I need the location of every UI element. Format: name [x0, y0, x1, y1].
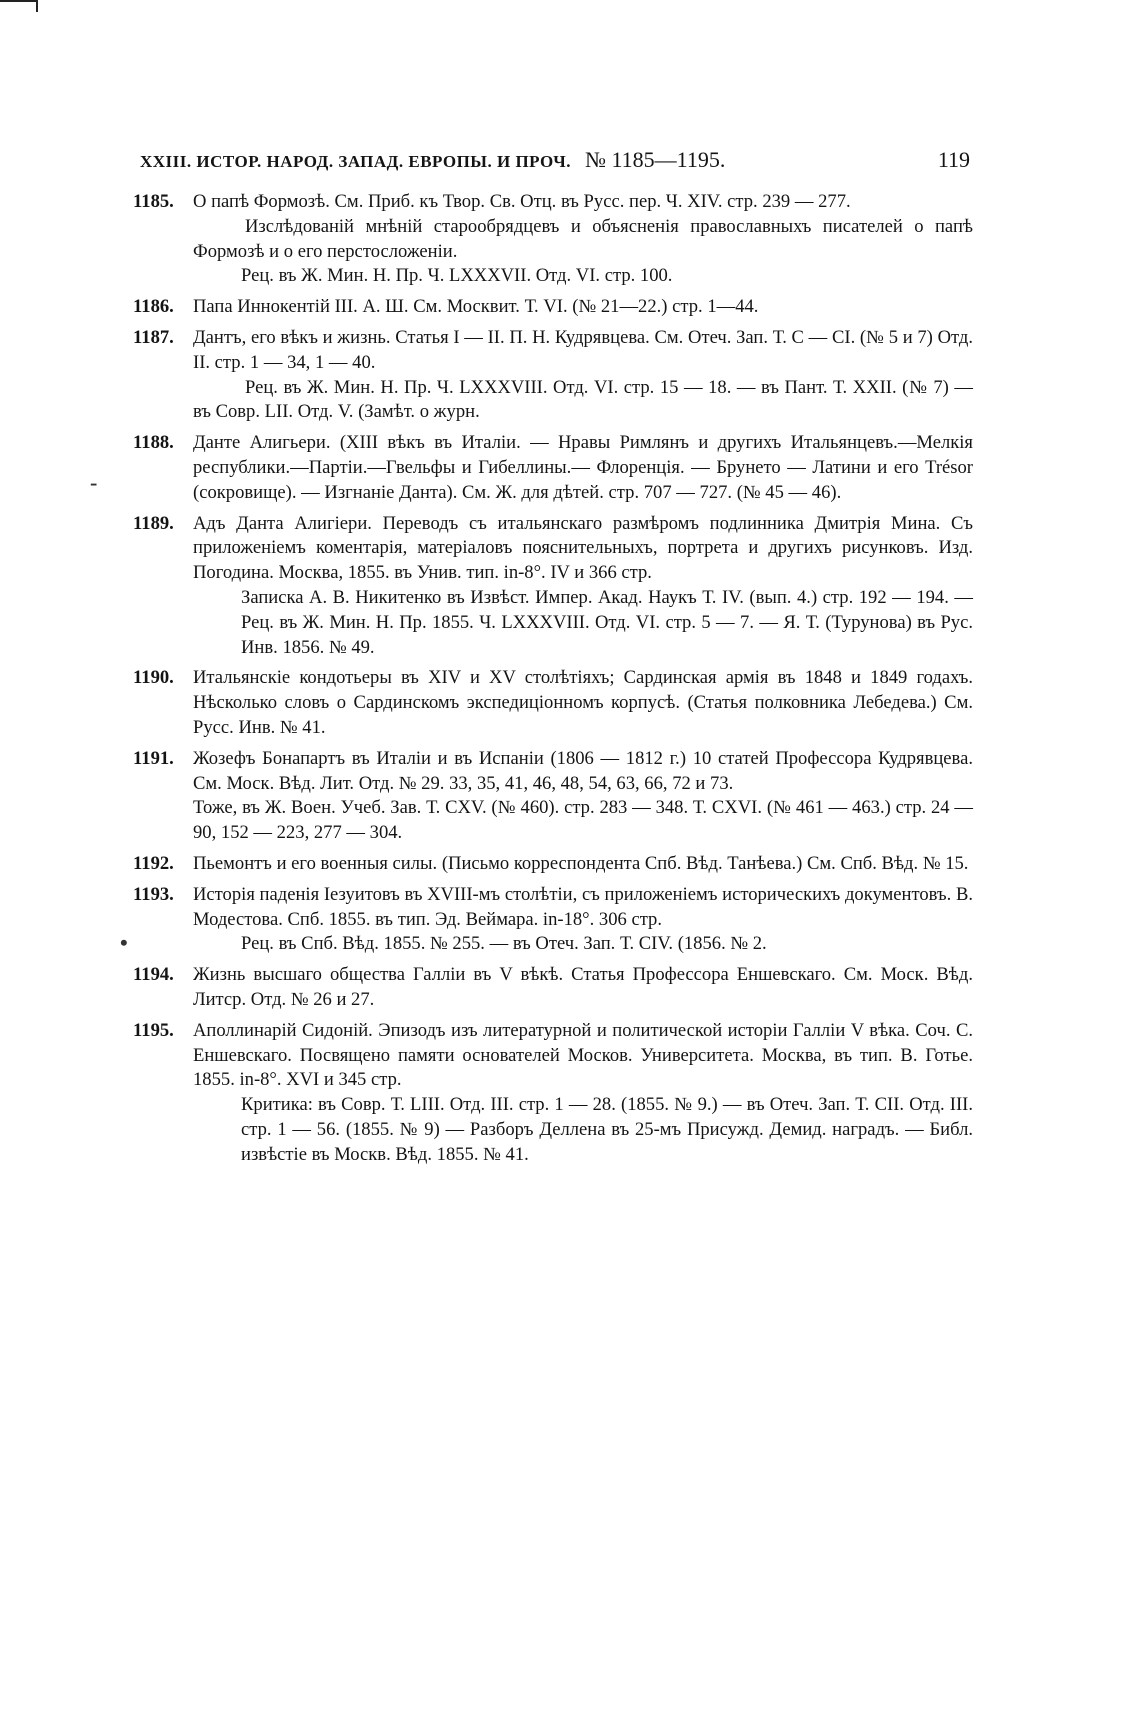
entry-1188 — [133, 431, 973, 505]
margin-dash-mark: - — [90, 470, 98, 495]
entry-1186 — [133, 295, 973, 320]
header-title: XXIII. ИСТОР. НАРОД. ЗАПАД. ЕВРОПЫ. И ПРОЧ. — [140, 152, 571, 171]
entry-1192 — [133, 852, 973, 877]
header-entry-range: № 1185—1195. — [585, 147, 726, 172]
entry-number: 1193. — [133, 883, 174, 905]
running-header — [140, 147, 970, 177]
entry-1185 — [133, 190, 973, 289]
entry-number: 1189. — [133, 512, 174, 534]
entry-text: Итальянскіе кондотьеры въ XIV и XV столѣтіяхъ; Сардинская армія въ 1848 и 1849 годахъ. Нѣсколько словъ о Сардинскомъ экспедиціонномъ корпусѣ. (Статья полковника Лебедева.) См. Русс. Инв. № 41. — [193, 667, 973, 738]
entry-number: 1191. — [133, 747, 174, 769]
entry-number: 1192. — [133, 852, 174, 874]
entry-text: Аполлинарій Сидоній. Эпизодъ изъ литературной и политической исторіи Галліи V вѣка. Соч. С. Еншевскаго. Посвящено памяти основателей Москов. Университета. Москва, въ тип. В. Готье. 1855. in-8°. XVI и 345 стр. — [193, 1019, 973, 1091]
entry-review: Критика: въ Совр. Т. LIII. Отд. III. стр. 1 — 28. (1855. № 9.) — въ Отеч. Зап. Т. CII. Отд. III. стр. 1 — 56. (1855. № 9) — Разборъ Деллена въ 25-мъ Присужд. Демид. наградъ. — Библ. извѣстіе въ Москв. Вѣд. 1855. № 41. — [241, 1094, 973, 1165]
entry-note: Изслѣдованій мнѣній старообрядцевъ и объясненія православныхъ писателей о папѣ Формозѣ и о его перстосложеніи. — [193, 215, 973, 262]
entry-1187 — [133, 326, 973, 425]
entry-reprint: Тоже, въ Ж. Воен. Учеб. Зав. Т. CXV. (№ 460). стр. 283 — 348. Т. CXVI. (№ 461 — 463.) стр. 24 — 90, 152 — 223, 277 — 304. — [193, 797, 973, 844]
entry-review: Рец. въ Спб. Вѣд. 1855. № 255. — въ Отеч. Зап. Т. CIV. (1856. № 2. — [241, 933, 767, 955]
entry-1190 — [133, 666, 973, 740]
entry-text: Адъ Данта Алигіери. Переводъ съ итальянскаго размѣромъ подлинника Дмитрія Мина. Съ приложеніемъ коментарія, матеріаловъ пояснительныхъ, портрета и другихъ рисунковъ. Изд. Погодина. Москва, 1855. въ Унив. тип. in-8°. IV и 366 стр. — [193, 512, 973, 584]
entry-text: Дантъ, его вѣкъ и жизнь. Статья I — II. П. Н. Кудрявцева. См. Отеч. Зап. Т. С — СI. (№ 5 и 7) Отд. II. стр. 1 — 34, 1 — 40. — [193, 326, 973, 373]
entry-text: О папѣ Формозѣ. См. Приб. къ Твор. Св. Отц. въ Русс. пер. Ч. XIV. стр. 239 — 277. — [193, 191, 851, 212]
entry-1193 — [133, 883, 973, 957]
page-corner-mark — [0, 0, 38, 12]
entry-number: 1187. — [133, 326, 174, 348]
entry-1189 — [133, 512, 973, 661]
entry-1195 — [133, 1019, 973, 1168]
bibliography-entries — [133, 190, 973, 1173]
entry-1194 — [133, 963, 973, 1013]
entry-text: Папа Иннокентій III. А. Ш. См. Москвит. Т. VI. (№ 21—22.) стр. 1—44. — [193, 296, 759, 318]
entry-text: Данте Алигьери. (XIII вѣкъ въ Италіи. — Нравы Римлянъ и другихъ Итальянцевъ.—Мелкія республики.—Партіи.—Гвельфы и Гибеллины.— Флоренція. — Брунето — Латини и его Trésor (сокровище). — Изгнаніе Данта). См. Ж. для дѣтей. стр. 707 — 727. (№ 45 — 46). — [193, 432, 973, 503]
entry-review: Рец. въ Ж. Мин. Н. Пр. Ч. LXXXVIII. Отд. VI. стр. 15 — 18. — въ Пант. Т. XXII. (№ 7) — въ Совр. LII. Отд. V. (Замѣт. о журн. — [193, 376, 973, 423]
entry-review: Рец. въ Ж. Мин. Н. Пр. Ч. LXXXVII. Отд. VI. стр. 100. — [241, 265, 673, 287]
entry-number: 1195. — [133, 1019, 174, 1041]
entry-number: 1194. — [133, 964, 174, 986]
entry-number: 1185. — [133, 191, 174, 212]
entry-text: Исторія паденія Іезуитовъ въ XVIII-мъ столѣтіи, съ приложеніемъ историческихъ документовъ. В. Модестова. Спб. 1855. въ тип. Эд. Веймара. in-18°. 306 стр. — [193, 883, 973, 930]
entry-text: Жозефъ Бонапартъ въ Италіи и въ Испаніи (1806 — 1812 г.) 10 статей Профессора Кудрявцева. См. Моск. Вѣд. Лит. Отд. № 29. 33, 35, 41, 46, 48, 54, 63, 66, 72 и 73. — [193, 747, 973, 794]
entry-number: 1190. — [133, 667, 174, 689]
page-number: 119 — [937, 147, 970, 172]
entry-number: 1188. — [133, 432, 174, 454]
entry-text: Пьемонтъ и его военныя силы. (Письмо корреспондента Спб. Вѣд. Танѣева.) См. Спб. Вѣд. № 15. — [193, 852, 969, 874]
entry-1191 — [133, 747, 973, 846]
margin-dot-mark: • — [120, 930, 128, 955]
entry-number: 1186. — [133, 296, 174, 318]
entry-text: Жизнь высшаго общества Галліи въ V вѣкѣ. Статья Профессора Еншевскаго. См. Моск. Вѣд. Литср. Отд. № 26 и 27. — [193, 964, 973, 1010]
entry-review: Записка А. В. Никитенко въ Извѣст. Импер. Акад. Наукъ Т. IV. (вып. 4.) стр. 192 — 194. — Рец. въ Ж. Мин. Н. Пр. 1855. Ч. LXXXVIII. Отд. VI. стр. 5 — 7. — Я. Т. (Турунова) въ Рус. Инв. 1856. № 49. — [241, 586, 973, 658]
